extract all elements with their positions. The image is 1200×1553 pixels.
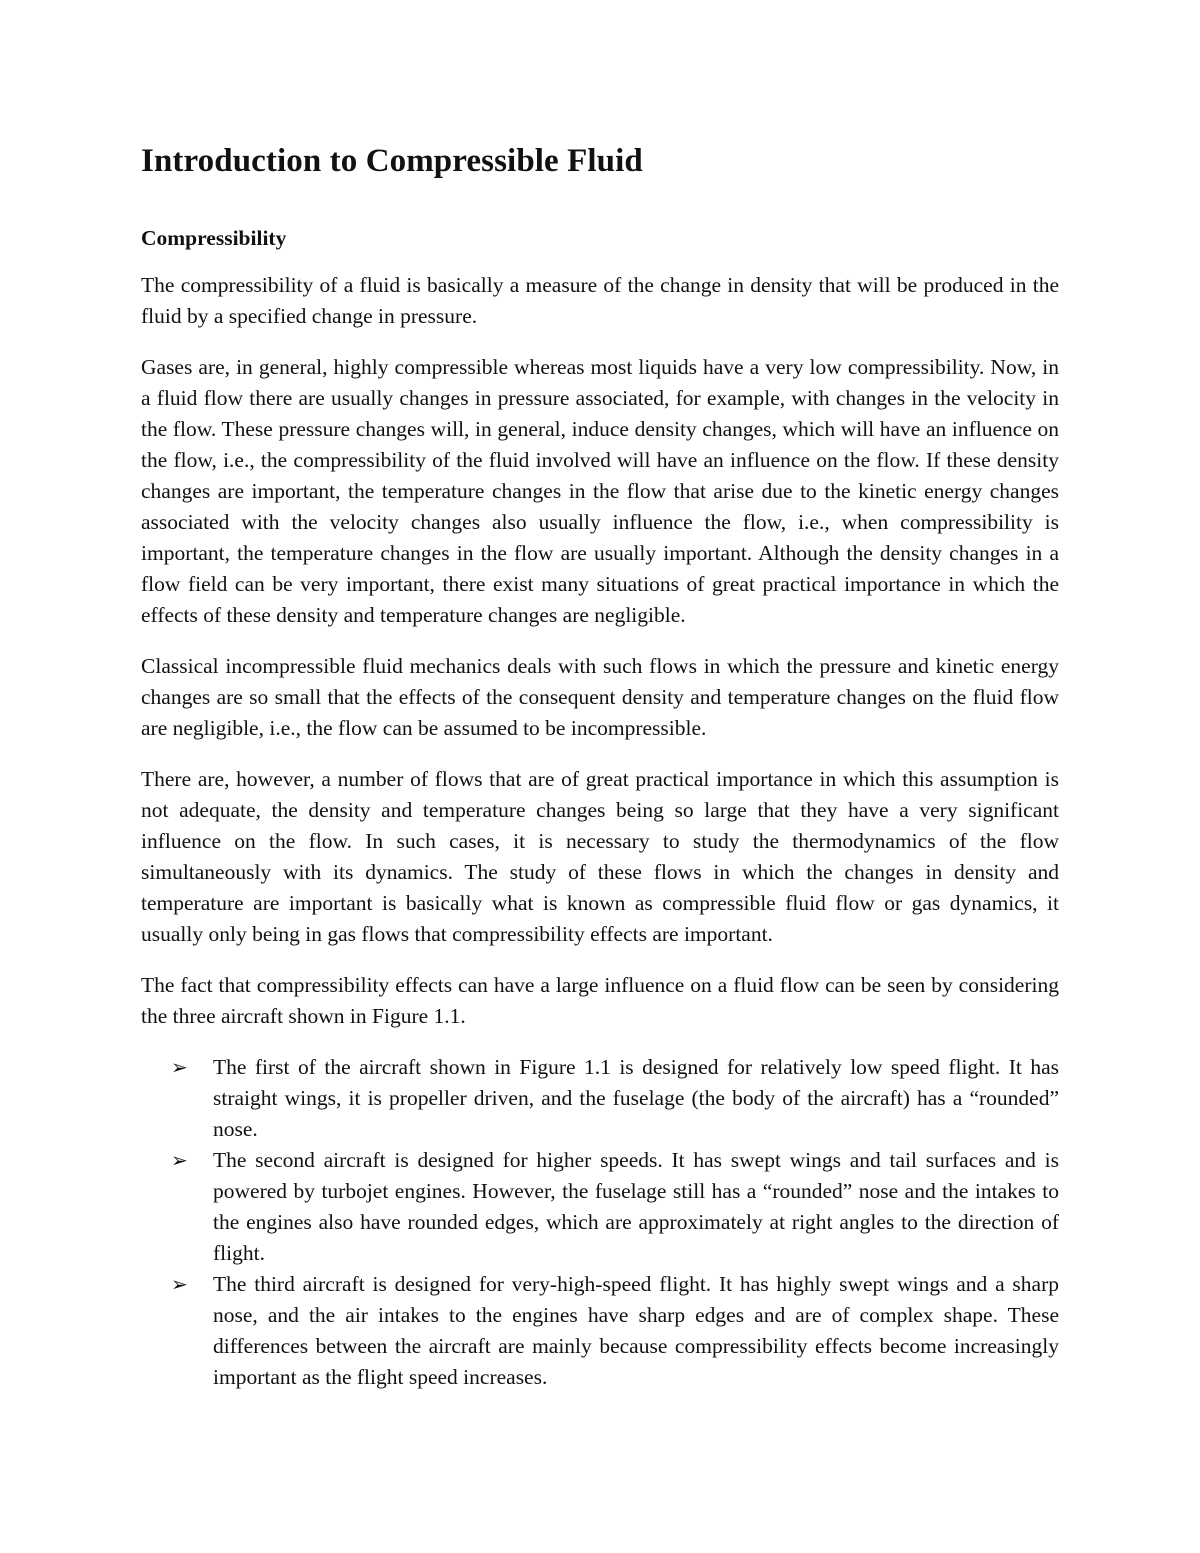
bullet-text: The third aircraft is designed for very-high-speed flight. It has highly swept wings and a sharp nose, and the air intakes to the engines have sharp edges and are of complex shape. These differences between the aircraft are mainly because compressibility effects become increasingly important as the flight speed increases.: [213, 1272, 1059, 1389]
aircraft-bullet-list: [141, 1052, 1059, 1393]
document-page: [141, 138, 1059, 1393]
paragraph-definition: The compressibility of a fluid is basically a measure of the change in density that will be produced in the fluid by a specified change in pressure.: [141, 273, 1059, 328]
list-item: [141, 1145, 1059, 1269]
arrow-bullet-icon: ➢: [171, 1272, 188, 1296]
document-title: Introduction to Compressible Fluid: [141, 143, 643, 179]
section-heading: Compressibility: [141, 226, 287, 250]
bullet-text: The second aircraft is designed for higher speeds. It has swept wings and tail surfaces and is powered by turbojet engines. However, the fuselage still has a “rounded” nose and the intakes to the engines also have rounded edges, which are approximately at right angles to the direction of flight.: [213, 1148, 1059, 1265]
paragraph-gases: Gases are, in general, highly compressible whereas most liquids have a very low compressibility. Now, in a fluid flow there are usually changes in pressure associated, for example, with changes in the velocity in the flow. These pressure changes will, in general, induce density changes, which will have an influence on the flow, i.e., the compressibility of the fluid involved will have an influence on the flow. If these density changes are important, the temperature changes in the flow that arise due to the kinetic energy changes associated with the velocity changes also usually influence the flow, i.e., when compressibility is important, the temperature changes in the flow are usually important. Although the density changes in a flow field can be very important, there exist many situations of great practical importance in which the effects of these density and temperature changes are negligible.: [141, 355, 1059, 627]
paragraph-incompressible: Classical incompressible fluid mechanics deals with such flows in which the pressure and kinetic energy changes are so small that the effects of the consequent density and temperature changes on the fluid flow are negligible, i.e., the flow can be assumed to be incompressible.: [141, 654, 1059, 740]
list-item: [141, 1052, 1059, 1145]
paragraph-gas-dynamics: There are, however, a number of flows that are of great practical importance in which this assumption is not adequate, the density and temperature changes being so large that they have a very significant influence on the flow. In such cases, it is necessary to study the thermodynamics of the flow simultaneously with its dynamics. The study of these flows in which the changes in density and temperature are important is basically what is known as compressible fluid flow or gas dynamics, it usually only being in gas flows that compressibility effects are important.: [141, 767, 1059, 946]
arrow-bullet-icon: ➢: [171, 1148, 188, 1172]
paragraph-aircraft-intro: The fact that compressibility effects can have a large influence on a fluid flow can be seen by considering the three aircraft shown in Figure 1.1.: [141, 973, 1059, 1028]
list-item: [141, 1269, 1059, 1393]
bullet-text: The first of the aircraft shown in Figure 1.1 is designed for relatively low speed flight. It has straight wings, it is propeller driven, and the fuselage (the body of the aircraft) has a “rounded” nose.: [213, 1055, 1059, 1141]
arrow-bullet-icon: ➢: [171, 1055, 188, 1079]
